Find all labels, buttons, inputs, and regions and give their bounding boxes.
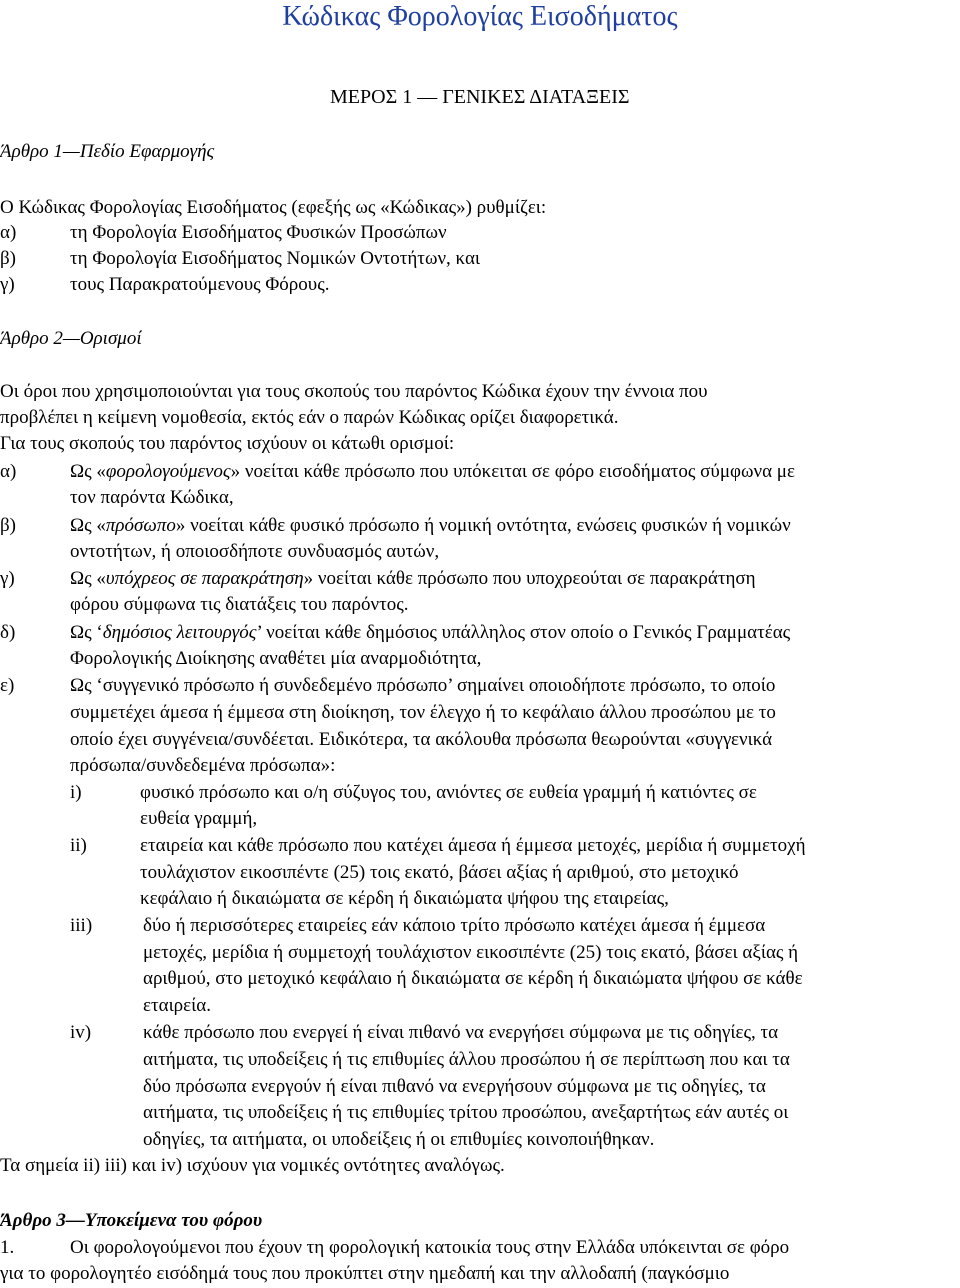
paragraph-line: Φορολογικής Διοίκησης αναθέτει μία αναρμοδιότητα, — [70, 648, 482, 669]
list-item: τη Φορολογία Εισοδήματος Φυσικών Προσώπων — [70, 222, 447, 243]
list-item: οδηγίες, τα αιτήματα, οι υποδείξεις ή οι επιθυμίες κοινοποιήθηκαν. — [143, 1129, 655, 1150]
paragraph-line: Οι όροι που χρησιμοποιούνται για τους σκοπούς του παρόντος Κώδικα έχουν την έννοια που — [0, 381, 708, 402]
list-marker: ε) — [0, 675, 15, 696]
article-3-heading: Άρθρο 3—Υποκείμενα του φόρου — [0, 1210, 263, 1231]
paragraph-line: οποίο έχει συγγένεια/συνδέεται. Ειδικότερα, τα ακόλουθα πρόσωπα θεωρούνται «συγγενικά — [70, 729, 773, 750]
list-item: εταιρεία και κάθε πρόσωπο που κατέχει άμεσα ή έμμεσα μετοχές, μερίδια ή συμμετοχή — [140, 835, 806, 856]
list-marker: 1. — [0, 1237, 15, 1258]
list-item: τους Παρακρατούμενους Φόρους. — [70, 274, 330, 295]
paragraph-line: φόρου σύμφωνα τις διατάξεις του παρόντος. — [70, 594, 409, 615]
list-item: δύο πρόσωπα ενεργούν ή είναι πιθανό να ενεργήσουν σύμφωνα με τις οδηγίες, τα — [143, 1076, 766, 1097]
defined-term: υπόχρεος σε παρακράτηση — [105, 568, 304, 589]
definition-c: Ως «υπόχρεος σε παρακράτηση» νοείται κάθε πρόσωπο που υποχρεούται σε παρακράτηση — [70, 568, 756, 589]
list-marker: i) — [70, 782, 82, 803]
list-item: αιτήματα, τις υποδείξεις ή τις επιθυμίες τρίτου προσώπου, ανεξαρτήτως εάν αυτές οι — [143, 1102, 789, 1123]
list-marker: γ) — [0, 568, 15, 589]
list-marker: α) — [0, 222, 17, 243]
definition-a: Ως «φορολογούμενος» νοείται κάθε πρόσωπο που υπόκειται σε φόρο εισοδήματος σύμφωνα με — [70, 461, 795, 482]
list-item: αιτήματα, τις υποδείξεις ή τις επιθυμίες άλλου προσώπου ή σε περίπτωση που και τα — [143, 1049, 790, 1070]
paragraph-line: τον παρόντα Κώδικα, — [70, 487, 234, 508]
list-item: εταιρεία. — [143, 995, 211, 1016]
list-item: τουλάχιστον εικοσιπέντε (25) τοις εκατό, βάσει αξίας ή αριθμού, στο μετοχικό — [140, 862, 739, 883]
paragraph-line: για το φορολογητέο εισόδημά τους που προκύπτει στην ημεδαπή και την αλλοδαπή (παγκόσμιο — [0, 1263, 730, 1284]
definition-b: Ως «πρόσωπο» νοείται κάθε φυσικό πρόσωπο ή νομική οντότητα, ενώσεις φυσικών ή νομικών — [70, 515, 791, 536]
paragraph-line: Για τους σκοπούς του παρόντος ισχύουν οι κάτωθι ορισμοί: — [0, 433, 455, 454]
list-marker: iii) — [70, 915, 93, 936]
list-item: κάθε πρόσωπο που ενεργεί ή είναι πιθανό να ενεργήσει σύμφωνα με τις οδηγίες, τα — [143, 1022, 779, 1043]
article-1-intro: Ο Κώδικας Φορολογίας Εισοδήματος (εφεξής ως «Κώδικας») ρυθμίζει: — [0, 197, 547, 218]
defined-term: δημόσιος λειτουργός — [102, 622, 257, 643]
list-marker: β) — [0, 515, 16, 536]
paragraph-line: Οι φορολογούμενοι που έχουν τη φορολογική κατοικία τους στην Ελλάδα υπόκεινται σε φόρο — [70, 1237, 790, 1258]
paragraph-line: Τα σημεία ii) iii) και iv) ισχύουν για νομικές οντότητες αναλόγως. — [0, 1155, 505, 1176]
list-marker: β) — [0, 248, 16, 269]
list-marker: δ) — [0, 622, 16, 643]
list-item: τη Φορολογία Εισοδήματος Νομικών Οντοτήτων, και — [70, 248, 481, 269]
list-marker: ii) — [70, 835, 87, 856]
list-item: ευθεία γραμμή, — [140, 808, 258, 829]
list-item: μετοχές, μερίδια ή συμμετοχή τουλάχιστον εικοσιπέντε (25) τοις εκατό, βάσει αξίας ή — [143, 942, 799, 963]
list-item: δύο ή περισσότερες εταιρείες εάν κάποιο τρίτο πρόσωπο κατέχει άμεσα ή έμμεσα — [143, 915, 766, 936]
paragraph-line: πρόσωπα/συνδεδεμένα πρόσωπα»: — [70, 755, 336, 776]
defined-term: πρόσωπο — [105, 515, 176, 536]
paragraph-line: προβλέπει η κείμενη νομοθεσία, εκτός εάν ο παρών Κώδικας ορίζει διαφορετικά. — [0, 407, 619, 428]
list-marker: α) — [0, 461, 17, 482]
paragraph-line: Ως ‘συγγενικό πρόσωπο ή συνδεδεμένο πρόσωπο’ σημαίνει οποιοδήποτε πρόσωπο, το οποίο — [70, 675, 776, 696]
article-1-heading: Άρθρο 1—Πεδίο Εφαρμογής — [0, 141, 215, 162]
list-marker: iv) — [70, 1022, 92, 1043]
list-item: φυσικό πρόσωπο και ο/η σύζυγος του, ανιόντες σε ευθεία γραμμή ή κατιόντες σε — [140, 782, 757, 803]
list-item: αριθμού, στο μετοχικό κεφάλαιο ή δικαιώματα σε κέρδη ή δικαιώματα ψήφου σε κάθε — [143, 968, 803, 989]
definition-d: Ως ‘δημόσιος λειτουργός’ νοείται κάθε δημόσιος υπάλληλος στον οποίο ο Γενικός Γραμματέας — [70, 622, 791, 643]
defined-term: φορολογούμενος — [105, 461, 231, 482]
list-marker: γ) — [0, 274, 15, 295]
paragraph-line: οντοτήτων, ή οποιοσδήποτε συνδυασμός αυτών, — [70, 541, 440, 562]
part-heading: ΜΕΡΟΣ 1 — ΓΕΝΙΚΕΣ ΔΙΑΤΑΞΕΙΣ — [330, 86, 630, 108]
article-2-heading: Άρθρο 2—Ορισμοί — [0, 328, 142, 349]
paragraph-line: συμμετέχει άμεσα ή έμμεσα στη διοίκηση, τον έλεγχο ή το κεφάλαιο άλλου προσώπου με το — [70, 702, 776, 723]
list-item: κεφάλαιο ή δικαιώματα σε κέρδη ή δικαιώματα ψήφου της εταιρείας, — [140, 888, 669, 909]
document-title: Κώδικας Φορολογίας Εισοδήματος — [282, 1, 678, 32]
